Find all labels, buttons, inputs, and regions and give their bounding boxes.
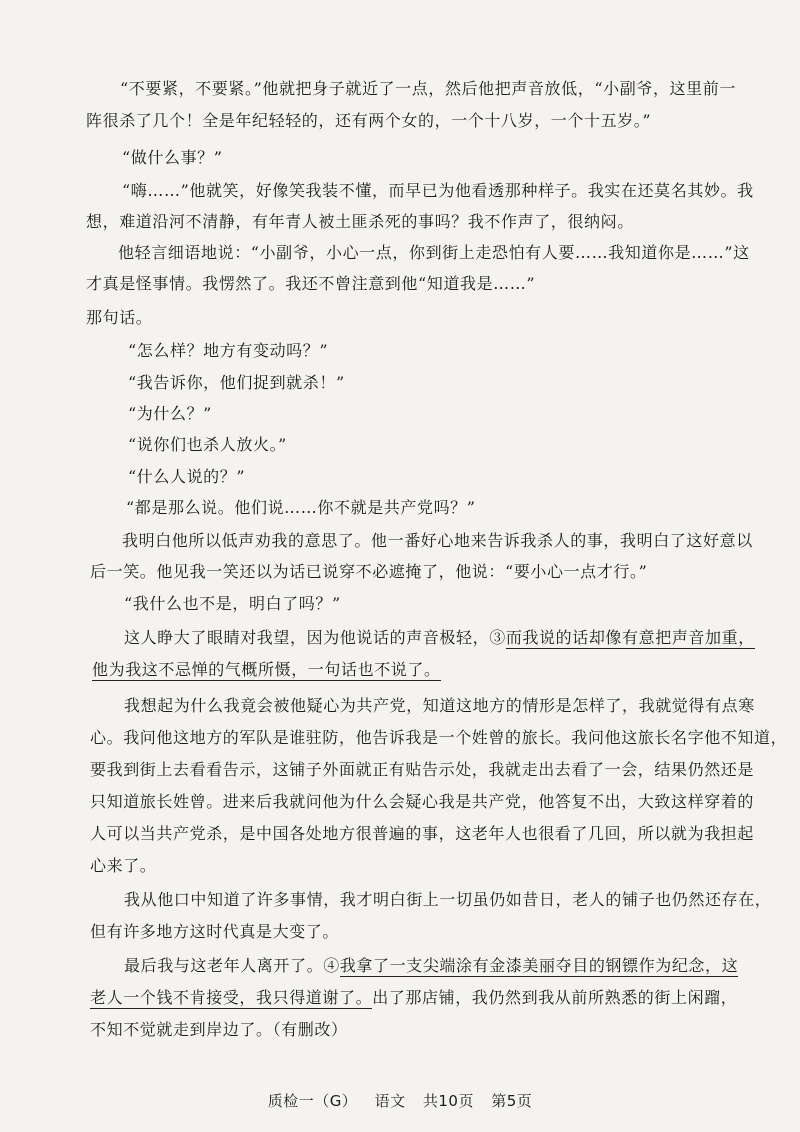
text-line: 心。我问他这地方的军队是谁驻防，他告诉我是一个姓曾的旅长。我问他这旅长名字他不知道， — [90, 728, 788, 747]
text-line: 那句话。 — [86, 308, 153, 327]
text-line — [92, 659, 441, 681]
question-marker-3: ③ — [489, 628, 506, 647]
text-line: 想，难道沿河不清静，有年青人被土匪杀死的事吗？我不作声了，很纳闷。 — [86, 212, 634, 231]
text-line: 我明白他所以低声劝我的意思了。他一番好心地来告诉我杀人的事，我明白了这好意以 — [122, 531, 753, 550]
text-line: “为什么？” — [128, 404, 212, 423]
page-footer — [0, 1090, 800, 1111]
total-pages: 共10页 — [422, 1092, 474, 1110]
text-line: 人可以当共产党杀，是中国各处地方很普遍的事，这老年人也很看了几回，所以就为我担起 — [90, 824, 755, 843]
text-line: 他轻言细语地说：“小副爷，小心一点，你到街上走恐怕有人要……我知道你是……”这 — [118, 243, 750, 262]
page-number: 第5页 — [491, 1092, 533, 1110]
text-line: “我告诉你，他们捉到就杀！” — [128, 373, 345, 392]
text-line: 不知不觉就走到岸边了。（有删改） — [90, 1020, 348, 1039]
text-line — [90, 987, 737, 1009]
text-line: 只知道旅长姓曾。进来后我就问他为什么会疑心我是共产党，他答复不出，大致这样穿着的 — [90, 792, 755, 811]
text-segment: 最后我与这老年人离开了。 — [124, 956, 324, 975]
text-line: “怎么样？地方有变动吗？” — [128, 341, 329, 360]
exam-label: 质检一（G） — [267, 1092, 358, 1110]
text-line: 才真是怪事情。我愣然了。我还不曾注意到他“知道我是……” — [86, 274, 536, 293]
text-line: “不要紧，不要紧。”他就把身子就近了一点，然后他把声音放低，“小副爷，这里前一 — [120, 79, 736, 98]
underlined-sentence-4-cont: 老人一个钱不肯接受，我只得道谢了。 — [90, 988, 373, 1007]
text-line: 要我到街上去看看告示，这铺子外面就正有贴告示处，我就走出去看了一会，结果仍然还是 — [90, 760, 755, 779]
text-line: 我想起为什么我竟会被他疑心为共产党，知道这地方的情形是怎样了，我就觉得有点寒 — [124, 696, 755, 715]
text-line: 阵很杀了几个！全是年纪轻轻的，还有两个女的，一个十八岁，一个十五岁。” — [86, 111, 652, 130]
text-line: 但有许多地方这时代真是大变了。 — [90, 922, 340, 941]
text-line: 心来了。 — [90, 856, 157, 875]
underlined-sentence-4: 我拿了一支尖端涂有金漆美丽夺目的钢镖作为纪念，这 — [339, 956, 739, 975]
text-line: “说你们也杀人放火。” — [128, 435, 287, 454]
underlined-sentence-3-cont: 他为我这不忌惮的气概所慑，一句话也不说了。 — [92, 660, 441, 679]
text-line — [124, 955, 738, 977]
underlined-sentence-3: 而我说的话却像有意把声音加重， — [505, 628, 755, 647]
text-line — [124, 627, 755, 649]
text-segment: 出了那店铺，我仍然到我从前所熟悉的街上闲蹓， — [372, 988, 738, 1007]
text-line: “我什么也不是，明白了吗？” — [124, 594, 341, 613]
text-line: “什么人说的？” — [128, 467, 246, 486]
text-line: “嗨……”他就笑，好像笑我装不懂，而早已为他看透那种样子。我实在还莫名其妙。我 — [122, 181, 754, 200]
text-line: 我从他口中知道了许多事情，我才明白街上一切虽仍如昔日，老人的铺子也仍然还存在， — [124, 890, 772, 909]
text-segment: 这人睁大了眼睛对我望，因为他说话的声音极轻， — [124, 628, 490, 647]
text-line: “都是那么说。他们说……你不就是共产党吗？” — [126, 498, 476, 517]
text-line: “做什么事？” — [122, 148, 223, 167]
text-line: 后一笑。他见我一笑还以为话已说穿不必遮掩了，他说：“要小心一点才行。” — [90, 562, 648, 581]
question-marker-4: ④ — [323, 956, 340, 975]
subject-label: 语文 — [374, 1092, 406, 1110]
